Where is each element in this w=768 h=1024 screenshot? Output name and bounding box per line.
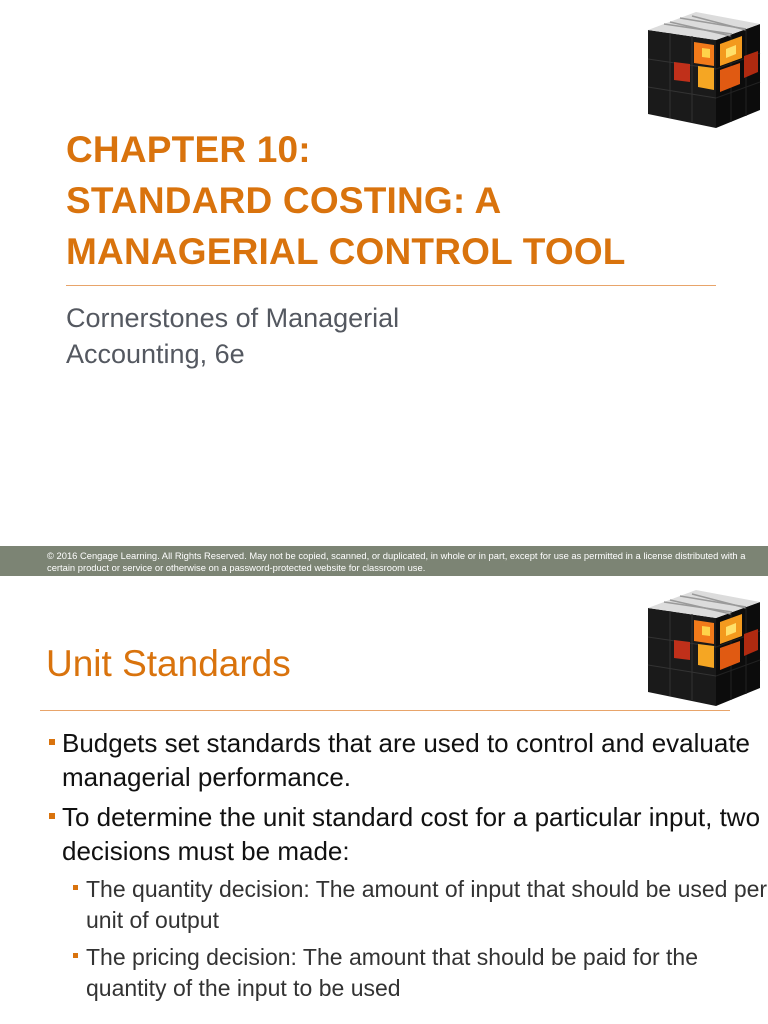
sub-bullet-text: The quantity decision: The amount of input that should be used per unit of output <box>86 876 768 933</box>
chapter-title-line: STANDARD COSTING: A <box>66 180 502 221</box>
chapter-title-line: MANAGERIAL CONTROL TOOL <box>66 231 626 272</box>
sub-bullet-item <box>0 874 768 936</box>
cube-logo-icon <box>640 2 768 134</box>
bullet-item <box>0 800 768 868</box>
bullet-square-icon <box>49 813 55 819</box>
bullet-list <box>0 726 768 1010</box>
book-subtitle <box>66 300 399 372</box>
slide-title: Unit Standards <box>46 643 291 684</box>
cube-logo-icon <box>640 580 768 712</box>
bullet-item <box>0 726 768 794</box>
bullet-square-icon <box>49 739 55 745</box>
sub-bullet-item <box>0 942 768 1004</box>
subtitle-line: Cornerstones of Managerial <box>66 303 400 333</box>
copyright-text: © 2016 Cengage Learning. All Rights Reserved. May not be copied, scanned, or duplicated, in whole or in part, except for use as permitted in a license distributed with a certain product or service or otherwise on a password-protected website for classroom use. <box>47 550 746 573</box>
bullet-square-icon <box>73 885 78 890</box>
subtitle-line: Accounting, 6e <box>66 339 245 369</box>
title-divider <box>66 285 716 286</box>
bullet-text: Budgets set standards that are used to control and evaluate managerial performance. <box>62 728 751 792</box>
copyright-footer <box>0 546 768 576</box>
bullet-text: To determine the unit standard cost for a particular input, two decisions must be made: <box>62 802 761 866</box>
sub-bullet-text: The pricing decision: The amount that should be paid for the quantity of the input to be used <box>86 944 699 1001</box>
title-divider <box>40 710 730 711</box>
chapter-title <box>66 124 706 277</box>
chapter-title-line: CHAPTER 10: <box>66 129 311 170</box>
bullet-square-icon <box>73 953 78 958</box>
content-slide <box>0 576 768 1024</box>
